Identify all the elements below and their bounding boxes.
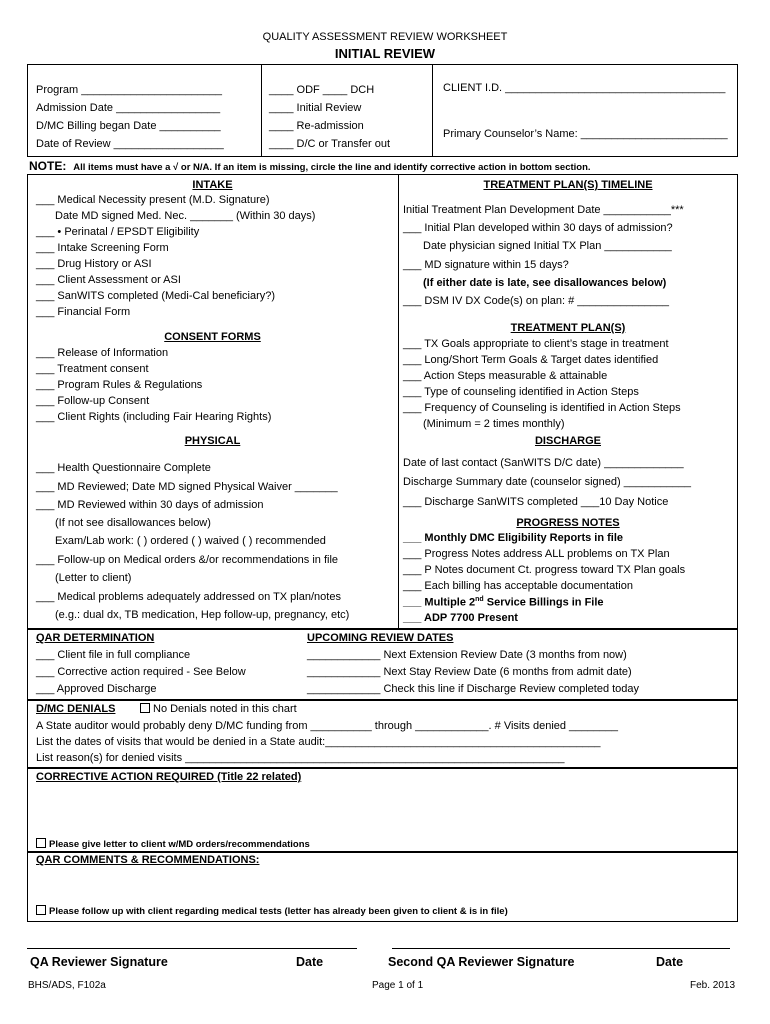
timeline-item[interactable]: ___ MD signature within 15 days? bbox=[403, 259, 569, 271]
timeline-item[interactable]: ___ DSM IV DX Code(s) on plan: # _______________ bbox=[403, 295, 670, 307]
tx-plan-item[interactable]: ___ Action Steps measurable & attainable bbox=[403, 370, 608, 382]
timeline-item[interactable]: Initial Treatment Plan Development Date ___________*** bbox=[403, 204, 684, 216]
date-of-review-field[interactable]: Date of Review __________________ bbox=[36, 138, 224, 150]
footer-date: Feb. 2013 bbox=[690, 980, 736, 991]
primary-counselor-field[interactable]: Primary Counselor’s Name: ________________________ bbox=[443, 128, 728, 140]
dmc-line[interactable]: A State auditor would probably deny D/MC funding from __________ through ____________. # Visits denied ________ bbox=[36, 720, 619, 732]
upcoming-title: UPCOMING REVIEW DATES bbox=[307, 632, 454, 644]
tx-plans-title: TREATMENT PLAN(S) bbox=[510, 322, 626, 334]
initial-review-option[interactable]: ____ Initial Review bbox=[269, 102, 362, 114]
second-qa-signature-label: Second QA Reviewer Signature bbox=[388, 955, 575, 969]
timeline-note: (If either date is late, see disallowances below) bbox=[423, 277, 667, 289]
physical-title: PHYSICAL bbox=[184, 435, 241, 447]
checkbox-icon[interactable] bbox=[140, 703, 150, 713]
followup-checkbox-row[interactable] bbox=[36, 905, 508, 917]
top-divider-2 bbox=[432, 64, 433, 157]
client-id-field[interactable]: CLIENT I.D. ____________________________________ bbox=[443, 82, 726, 94]
followup-label: Please follow up with client regarding medical tests (letter has already been given to client & is in file) bbox=[49, 906, 508, 917]
give-letter-checkbox-row[interactable] bbox=[36, 838, 310, 850]
progress-title: PROGRESS NOTES bbox=[516, 517, 620, 529]
intake-item[interactable]: ___ • Perinatal / EPSDT Eligibility bbox=[36, 226, 200, 238]
intake-title: INTAKE bbox=[192, 179, 233, 191]
progress-item[interactable]: ___ Progress Notes address ALL problems on TX Plan bbox=[403, 548, 670, 560]
program-field[interactable]: Program _______________________ bbox=[36, 84, 222, 96]
qar-item[interactable]: ___ Corrective action required - See Below bbox=[36, 666, 246, 678]
dmc-billing-date-field[interactable]: D/MC Billing began Date __________ bbox=[36, 120, 221, 132]
admission-date-field[interactable]: Admission Date _________________ bbox=[36, 102, 221, 114]
physical-item: (If not see disallowances below) bbox=[55, 517, 211, 529]
dc-transfer-option[interactable]: ____ D/C or Transfer out bbox=[269, 138, 391, 150]
footer-form-code: BHS/ADS, F102a bbox=[28, 980, 106, 991]
consent-title: CONSENT FORMS bbox=[164, 331, 261, 343]
timeline-title: TREATMENT PLAN(S) TIMELINE bbox=[483, 179, 653, 191]
dmc-line[interactable]: List reason(s) for denied visits ______________________________________________________________ bbox=[36, 752, 565, 764]
consent-item[interactable]: ___ Release of Information bbox=[36, 347, 169, 359]
qar-item[interactable]: ___ Client file in full compliance bbox=[36, 649, 191, 661]
qa-date-label: Date bbox=[296, 955, 324, 969]
corrective-title: CORRECTIVE ACTION REQUIRED (Title 22 related) bbox=[36, 771, 302, 783]
discharge-item[interactable]: Discharge Summary date (counselor signed) ___________ bbox=[403, 476, 692, 488]
form-title: QUALITY ASSESSMENT REVIEW WORKSHEET bbox=[262, 31, 508, 43]
progress-item[interactable]: ___ Monthly DMC Eligibility Reports in file bbox=[403, 532, 624, 544]
progress-item[interactable]: ___ ADP 7700 Present bbox=[403, 612, 518, 624]
main-column-divider bbox=[398, 174, 399, 629]
progress-item[interactable] bbox=[403, 596, 604, 609]
consent-item[interactable]: ___ Treatment consent bbox=[36, 363, 149, 375]
intake-item[interactable]: ___ Client Assessment or ASI bbox=[36, 274, 181, 286]
checkbox-icon[interactable] bbox=[36, 838, 46, 848]
multiple-billings-rest: Service Billings in File bbox=[483, 596, 604, 609]
readmission-option[interactable]: ____ Re-admission bbox=[269, 120, 364, 132]
physical-item[interactable]: ___ MD Reviewed; Date MD signed Physical Waiver _______ bbox=[36, 481, 338, 493]
qa-signature-label: QA Reviewer Signature bbox=[30, 955, 168, 969]
physical-item[interactable]: Exam/Lab work: ( ) ordered ( ) waived ( ) recommended bbox=[55, 535, 326, 547]
no-denials-checkbox-row[interactable] bbox=[140, 703, 297, 715]
consent-item[interactable]: ___ Follow-up Consent bbox=[36, 395, 150, 407]
qar-title: QAR DETERMINATION bbox=[36, 632, 155, 644]
intake-item[interactable]: ___ Medical Necessity present (M.D. Signature) bbox=[36, 194, 270, 206]
physical-item[interactable]: ___ Medical problems adequately addressed on TX plan/notes bbox=[36, 591, 341, 603]
progress-item[interactable]: ___ Each billing has acceptable documentation bbox=[403, 580, 633, 592]
timeline-item[interactable]: Date physician signed Initial TX Plan ___________ bbox=[423, 240, 672, 252]
dmc-line[interactable]: List the dates of visits that would be denied in a State audit:_____________________________________________ bbox=[36, 736, 601, 748]
checkbox-icon[interactable] bbox=[36, 905, 46, 915]
discharge-title: DISCHARGE bbox=[534, 435, 601, 447]
discharge-item[interactable]: ___ Discharge SanWITS completed ___10 Day Notice bbox=[403, 496, 669, 508]
physical-item: (e.g.: dual dx, TB medication, Hep follow-up, pregnancy, etc) bbox=[55, 609, 350, 621]
tx-plan-item[interactable]: ___ Type of counseling identified in Action Steps bbox=[403, 386, 639, 398]
physical-item: (Letter to client) bbox=[55, 572, 132, 584]
dmc-title: D/MC DENIALS bbox=[36, 703, 116, 715]
upcoming-item[interactable]: ____________ Check this line if Discharge Review completed today bbox=[307, 683, 640, 695]
form-subtitle: INITIAL REVIEW bbox=[334, 46, 436, 61]
give-letter-label: Please give letter to client w/MD orders/recommendations bbox=[49, 839, 310, 850]
no-denials-label: No Denials noted in this chart bbox=[153, 703, 297, 715]
tx-plan-item[interactable]: ___ Frequency of Counseling is identified in Action Steps bbox=[403, 402, 681, 414]
physical-item[interactable]: ___ Health Questionnaire Complete bbox=[36, 462, 211, 474]
upcoming-item[interactable]: ____________ Next Stay Review Date (6 months from admit date) bbox=[307, 666, 632, 678]
consent-item[interactable]: ___ Program Rules & Regulations bbox=[36, 379, 203, 391]
note-label: NOTE: bbox=[29, 159, 67, 173]
physical-item[interactable]: ___ Follow-up on Medical orders &/or recommendations in file bbox=[36, 554, 339, 566]
tx-plan-item[interactable]: ___ Long/Short Term Goals & Target dates identified bbox=[403, 354, 659, 366]
intake-item[interactable]: Date MD signed Med. Nec. _______ (Within 30 days) bbox=[55, 210, 316, 222]
intake-item[interactable]: ___ Financial Form bbox=[36, 306, 131, 318]
tx-plan-item[interactable]: ___ TX Goals appropriate to client’s stage in treatment bbox=[403, 338, 669, 350]
upcoming-item[interactable]: ____________ Next Extension Review Date (3 months from now) bbox=[307, 649, 627, 661]
note-line bbox=[29, 159, 591, 173]
top-divider-1 bbox=[261, 64, 262, 157]
progress-item[interactable]: ___ P Notes document Ct. progress toward TX Plan goals bbox=[403, 564, 686, 576]
discharge-item[interactable]: Date of last contact (SanWITS D/C date) _____________ bbox=[403, 457, 684, 469]
multiple-billings-sup: nd bbox=[475, 596, 484, 603]
second-qa-date-label: Date bbox=[656, 955, 684, 969]
timeline-item[interactable]: ___ Initial Plan developed within 30 days of admission? bbox=[403, 222, 673, 234]
intake-item[interactable]: ___ Intake Screening Form bbox=[36, 242, 169, 254]
qa-signature-line[interactable] bbox=[27, 948, 357, 949]
intake-item[interactable]: ___ Drug History or ASI bbox=[36, 258, 152, 270]
comments-title: QAR COMMENTS & RECOMMENDATIONS: bbox=[36, 854, 260, 866]
intake-item[interactable]: ___ SanWITS completed (Medi-Cal beneficiary?) bbox=[36, 290, 276, 302]
second-qa-signature-line[interactable] bbox=[392, 948, 730, 949]
qar-item[interactable]: ___ Approved Discharge bbox=[36, 683, 157, 695]
odf-dch-option[interactable]: ____ ODF ____ DCH bbox=[269, 84, 375, 96]
consent-item[interactable]: ___ Client Rights (including Fair Hearing Rights) bbox=[36, 411, 272, 423]
note-text: All items must have a √ or N/A. If an item is missing, circle the line and identify corrective action in bottom section. bbox=[73, 162, 591, 173]
footer-page: Page 1 of 1 bbox=[372, 980, 424, 991]
physical-item[interactable]: ___ MD Reviewed within 30 days of admission bbox=[36, 499, 264, 511]
tx-plan-note: (Minimum = 2 times monthly) bbox=[423, 418, 565, 430]
multiple-billings-text: ___ Multiple 2 bbox=[403, 596, 476, 609]
